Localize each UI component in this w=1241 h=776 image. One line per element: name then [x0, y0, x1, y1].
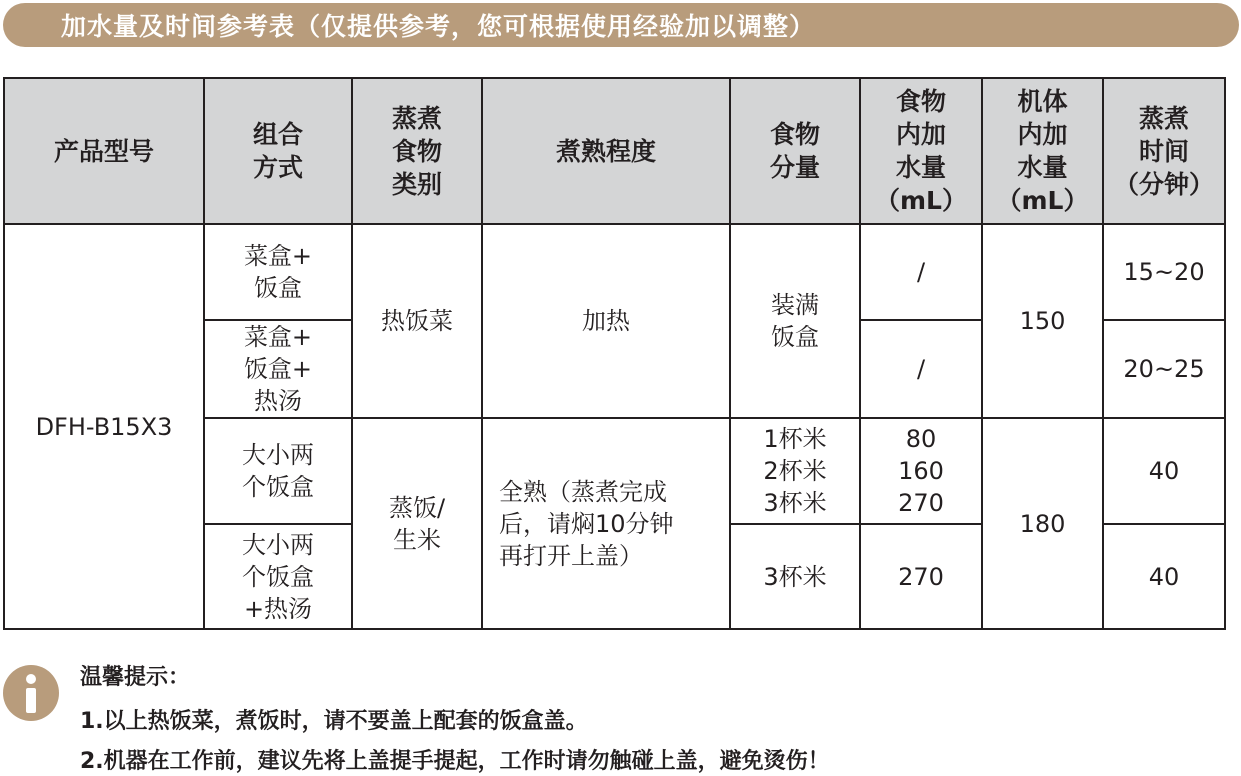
time-cell: 20~25 — [1103, 320, 1225, 418]
header-combo: 组合 方式 — [204, 78, 352, 224]
doneness-cell: 加热 — [482, 224, 730, 418]
table-row — [4, 224, 1225, 320]
combo-cell: 大小两 个饭盒 — [204, 418, 352, 524]
tip-item: 1.以上热饭菜，煮饭时，请不要盖上配套的饭盒盖。 — [80, 709, 588, 734]
time-cell: 15~20 — [1103, 224, 1225, 320]
inner-water-cell: / — [860, 224, 982, 320]
body-water-cell: 180 — [982, 418, 1103, 629]
body-water-cell: 150 — [982, 224, 1103, 418]
time-cell: 40 — [1103, 524, 1225, 629]
portion-cell: 1杯米 2杯米 3杯米 — [730, 418, 860, 524]
table-title-text: 加水量及时间参考表（仅提供参考，您可根据使用经验加以调整） — [61, 12, 816, 41]
header-inner-water: 食物 内加 水量 （mL） — [860, 78, 982, 224]
combo-cell: 菜盒+ 饭盒 — [204, 224, 352, 320]
header-body-water: 机体 内加 水量 （mL） — [982, 78, 1103, 224]
portion-cell: 装满 饭盒 — [730, 224, 860, 418]
inner-water-cell: / — [860, 320, 982, 418]
inner-water-cell: 270 — [860, 524, 982, 629]
header-model: 产品型号 — [4, 78, 204, 224]
portion-cell: 3杯米 — [730, 524, 860, 629]
reference-table — [3, 77, 1226, 630]
table-title — [3, 3, 1239, 47]
doneness-cell: 全熟（蒸煮完成 后，请焖10分钟 再打开上盖） — [482, 418, 730, 629]
info-icon — [3, 665, 59, 721]
time-cell: 40 — [1103, 418, 1225, 524]
model-cell: DFH-B15X3 — [4, 224, 204, 629]
inner-water-cell: 80 160 270 — [860, 418, 982, 524]
header-time: 蒸煮 时间 （分钟） — [1103, 78, 1225, 224]
category-cell: 蒸饭/ 生米 — [352, 418, 482, 629]
combo-cell: 大小两 个饭盒 +热汤 — [204, 524, 352, 629]
header-row — [4, 78, 1225, 224]
tip-item: 2.机器在工作前，建议先将上盖提手提起，工作时请勿触碰上盖，避免烫伤！ — [80, 749, 830, 774]
header-doneness: 煮熟程度 — [482, 78, 730, 224]
category-cell: 热饭菜 — [352, 224, 482, 418]
header-portion: 食物 分量 — [730, 78, 860, 224]
tips-heading: 温馨提示： — [80, 665, 191, 690]
header-category: 蒸煮 食物 类别 — [352, 78, 482, 224]
combo-cell: 菜盒+ 饭盒+ 热汤 — [204, 320, 352, 418]
